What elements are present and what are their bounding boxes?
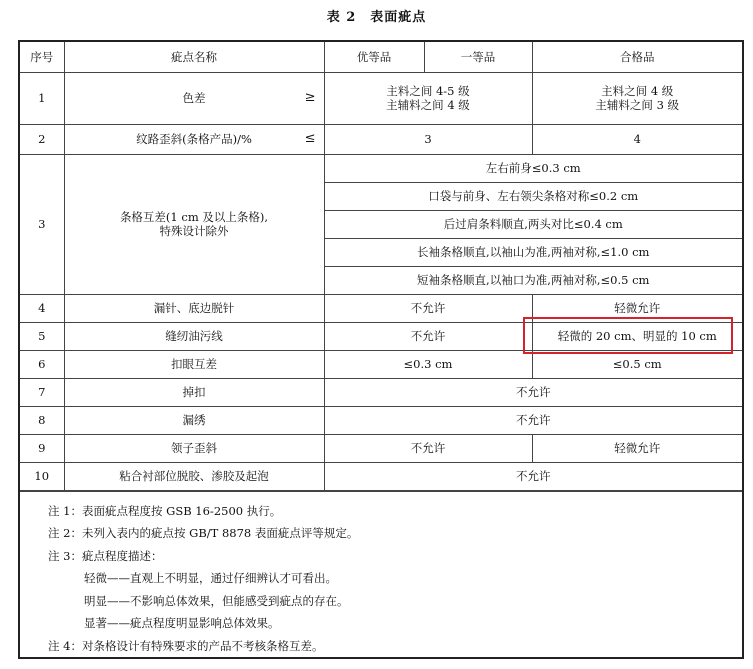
value-line: 主辅料之间 3 级 [595,98,680,112]
table-title: 表 2 表面疵点 [326,10,427,25]
value-line: 主料之间 4-5 级 [386,83,470,98]
stripe-sub-item: 左右前身≤0.3 cm [324,154,742,182]
row-name [64,72,324,124]
row-name: 扣眼互差 [64,350,324,378]
header-excellent: 优等品 [324,42,424,72]
row-excellent-first: 不允许 [324,434,532,462]
row-seq: 9 [20,434,64,462]
comparison-symbol: ≥ [304,89,316,105]
defect-name: 条格互差(1 cm 及以上条格), [119,209,269,224]
header-qualified: 合格品 [532,42,742,72]
row-seq: 6 [20,350,64,378]
row-all-grades: 不允许 [324,378,742,406]
table-row [20,124,742,154]
note-3-obvious: 明显——不影响总体效果，但能感受到疵点的存在。 [84,593,349,608]
row-name: 缝纫油污线 [64,322,324,350]
row-excellent-first: 不允许 [324,294,532,322]
row-name [64,124,324,154]
header-seq: 序号 [20,42,64,72]
value-line: 主辅料之间 4 级 [386,98,470,112]
comparison-symbol: ≤ [304,130,316,146]
note-3: 注 3：疵点程度描述： [48,548,163,563]
defect-name-note: 特殊设计除外 [159,224,229,238]
row-qualified: 4 [532,124,742,154]
row-seq: 3 [20,154,64,294]
notes-section [20,491,742,658]
row-seq: 5 [20,322,64,350]
row-qualified: 轻微允许 [532,434,742,462]
table-row [20,378,742,406]
defect-name: 纹路歪斜(条格产品)/% [136,131,252,146]
row-seq: 4 [20,294,64,322]
highlight-box [523,317,733,354]
row-name: 漏针、底边脱针 [64,294,324,322]
row-name: 粘合衬部位脱胶、渗胶及起泡 [64,462,324,490]
row-qualified: 轻微允许 [532,294,742,322]
table-row [20,434,742,462]
row-qualified: ≤0.5 cm [532,350,742,378]
table-row [20,350,742,378]
row-seq: 8 [20,406,64,434]
table-row [20,154,742,182]
header-name: 疵点名称 [64,42,324,72]
defect-name: 色差 [182,90,206,105]
note-1: 注 1：表面疵点程度按 GSB 16-2500 执行。 [48,503,282,518]
row-seq: 7 [20,378,64,406]
stripe-sub-item: 长袖条格顺直,以袖山为准,两袖对称,≤1.0 cm [324,238,742,266]
row-seq: 10 [20,462,64,490]
row-name: 掉扣 [64,378,324,406]
row-excellent-first [324,72,532,124]
note-2: 注 2：未列入表内的疵点按 GB/T 8878 表面疵点评等规定。 [48,526,359,540]
table-row [20,462,742,490]
value-line: 主料之间 4 级 [601,83,674,98]
table-row [20,72,742,124]
row-name: 漏绣 [64,406,324,434]
row-name: 领子歪斜 [64,434,324,462]
defects-table [20,42,742,491]
row-qualified: 轻微的 20 cm、明显的 10 cm [532,322,742,350]
stripe-sub-item: 短袖条格顺直,以袖口为准,两袖对称,≤0.5 cm [324,266,742,294]
row-seq: 2 [20,124,64,154]
row-excellent-first: ≤0.3 cm [324,350,532,378]
note-3-slight: 轻微——直观上不明显，通过仔细辨认才可看出。 [84,571,337,585]
note-3-significant: 显著——疵点程度明显影响总体效果。 [84,616,280,630]
note-4: 注 4：对条格设计有特殊要求的产品不考核条格互差。 [48,638,324,653]
row-qualified [532,72,742,124]
row-all-grades: 不允许 [324,462,742,490]
header-first: 一等品 [424,42,532,72]
row-name [64,154,324,294]
row-all-grades: 不允许 [324,406,742,434]
stripe-sub-item: 后过肩条料顺直,两头对比≤0.4 cm [324,210,742,238]
stripe-sub-item: 口袋与前身、左右领尖条格对称≤0.2 cm [324,182,742,210]
table-row [20,406,742,434]
row-seq: 1 [20,72,64,124]
row-excellent-first: 不允许 [324,322,532,350]
header-row [20,42,742,72]
row-excellent-first: 3 [324,124,532,154]
